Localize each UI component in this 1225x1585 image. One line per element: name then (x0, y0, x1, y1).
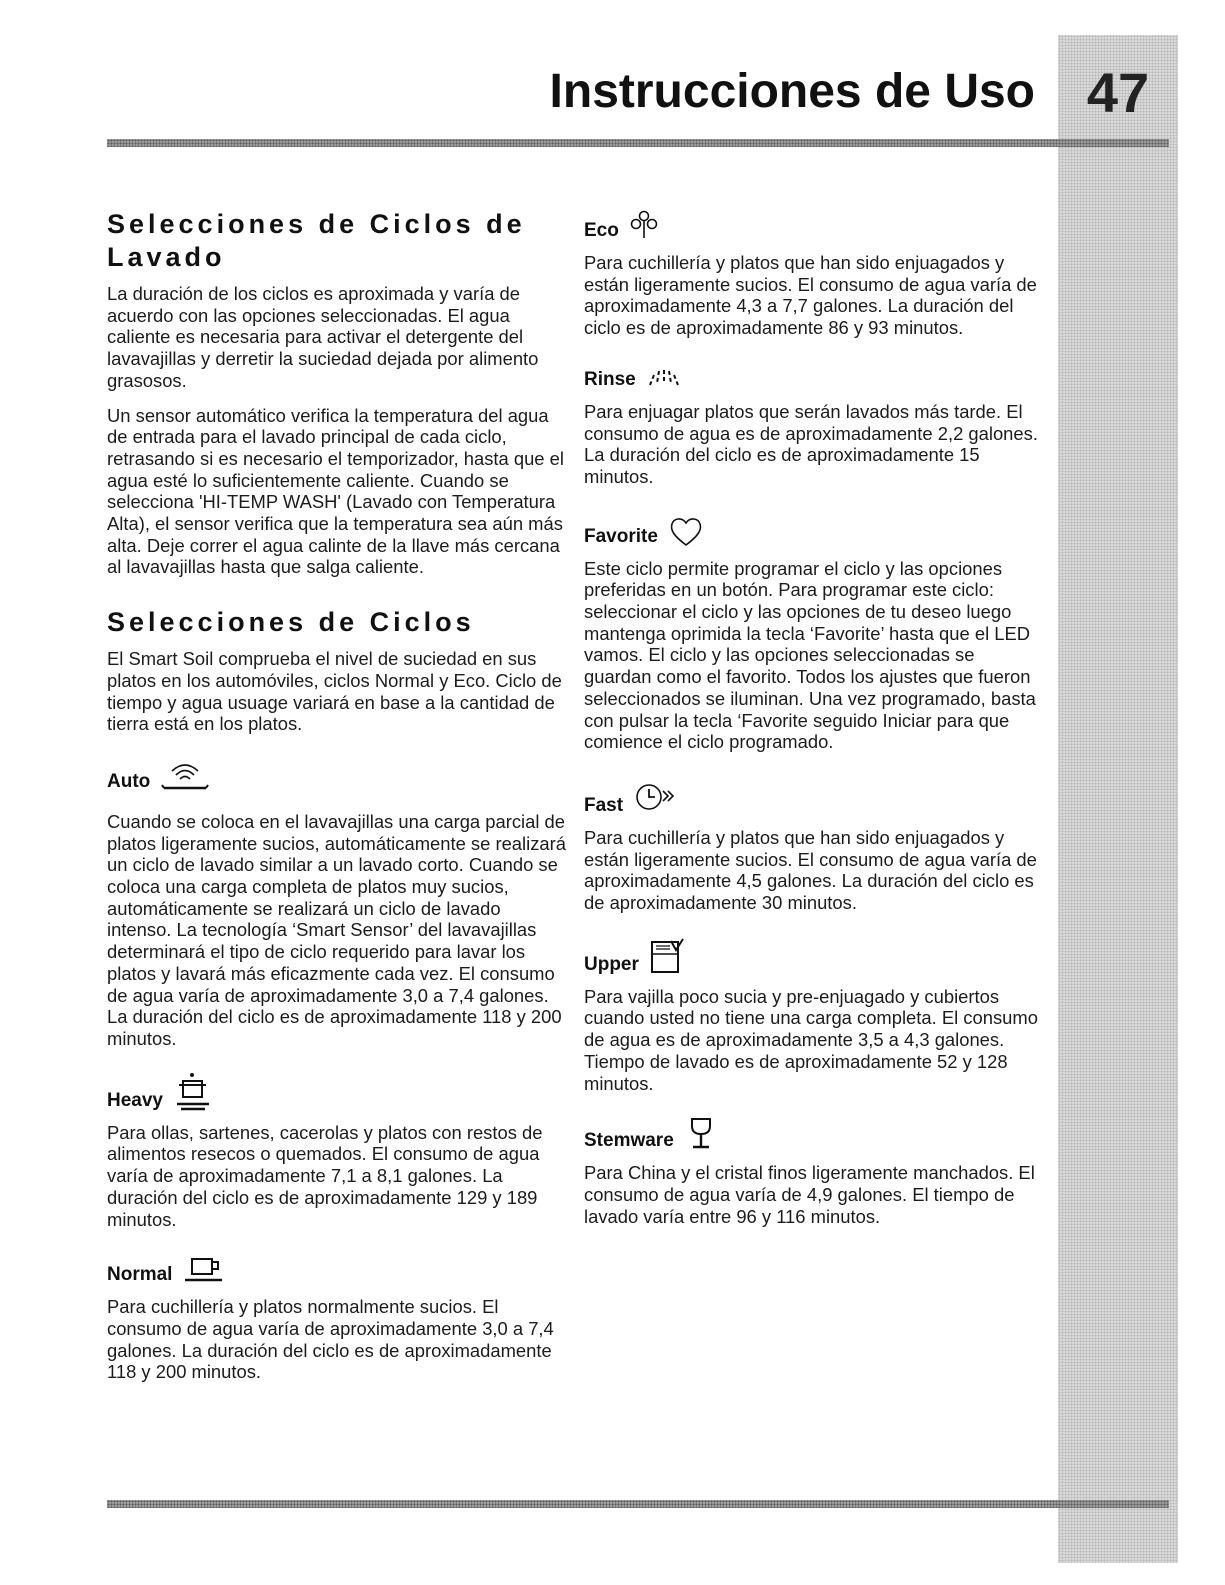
cycle-label-auto: Auto (107, 770, 151, 792)
cycle-rinse (584, 361, 1046, 391)
page-title: Instrucciones de Uso (549, 65, 1035, 118)
fast-clock-icon (633, 781, 677, 817)
section-heading-cycles: Selecciones de Ciclos (107, 607, 475, 638)
upper-rack-icon (649, 938, 685, 976)
right-column (584, 210, 1046, 1240)
section-heading-wash-cycles: Selecciones de Ciclos de Lavado (107, 209, 526, 272)
cycle-text-rinse: Para enjuagar platos que serán lavados más tarde. El consumo de agua es de aproximadamente 2,2 galones. La duración del ciclo es de aproximadamente 15 minutos. (584, 400, 1038, 487)
cycle-eco (584, 210, 1046, 242)
cycle-stemware (584, 1116, 1046, 1152)
cycle-label-eco: Eco (584, 220, 619, 241)
cycle-text-stemware: Para China y el cristal finos ligeramente manchados. El consumo de agua varía de 4,9 galones. El tiempo de lavado varía entre 96 y 116 minutos. (584, 1162, 1035, 1227)
left-column (107, 208, 567, 1396)
cycle-text-upper: Para vajilla poco sucia y pre-enjuagado y cubiertos cuando usted no tiene una carga completa. El consumo de agua es de aproximadamente 3,5 a 4,3 galones. Tiempo de lavado es de aproximadamente 52 y 128 minutos. (584, 985, 1038, 1094)
cycle-auto (107, 759, 567, 793)
sensor-paragraph: Un sensor automático verifica la temperatura del agua de entrada para el lavado principal de cada ciclo, retrasando si es necesario el temporizador, hasta que el agua esté lo suficientemente caliente. Cuando se selecciona 'HI-TEMP WASH' (Lavado con Temperatura Alta), el sensor verifica que la temperatura sea aún más alta. Deje correr el agua calinte de la llave más cercana al lavavajillas hasta que salga caliente. (107, 404, 564, 578)
cycle-upper (584, 938, 1046, 976)
cycle-text-fast: Para cuchillería y platos que han sido enjuagados y están ligeramente sucios. El consumo de agua varía de aproximadamente 4,5 galones. La duración del ciclo es de aproximadamente 30 minutos. (584, 826, 1037, 914)
page-side-tab (1058, 35, 1178, 1563)
wine-glass-icon (684, 1116, 718, 1152)
cycle-label-rinse: Rinse (584, 368, 636, 390)
cycle-text-favorite: Este ciclo permite programar el ciclo y las opciones preferidas en un botón. Para programar este ciclo: seleccionar el ciclo y las opciones de tu deseo luego mantenga oprimida la tecla ‘Favorite’ hasta que el LED vamos. El ciclo y las opciones seleccionadas se guardan como el favorito. Todos los ajustes que fueron seleccionados se iluminan. Una vez programado, basta con pulsar la tecla ‘Favorite seguido Iniciar para que comience el ciclo programado. (584, 557, 1036, 753)
flower-icon (629, 210, 659, 242)
cycle-label-upper: Upper (584, 953, 639, 975)
cycle-favorite (584, 516, 1046, 548)
cycle-heavy (107, 1072, 567, 1112)
cycle-text-eco: Para cuchillería y platos que han sido enjuagados y están ligeramente sucios. El consumo de agua varía de aproximadamente 4,3 a 7,7 galones. La duración del ciclo es de aproximadamente 86 y 93 minutos. (584, 252, 1037, 339)
cycle-text-heavy: Para ollas, sartenes, cacerolas y platos con restos de alimentos resecos o quemados. El consumo de agua varía de aproximadamente 7,1 a 8,1 galones. La duración del ciclo es de aproximadamente 129 y 189 minutos. (107, 1121, 543, 1230)
cycle-label-fast: Fast (584, 794, 624, 816)
cycle-text-normal: Para cuchillería y platos normalmente sucios. El consumo de agua varía de aproximadamente 3,0 a 7,4 galones. La duración del ciclo es de aproximadamente 118 y 200 minutos. (107, 1296, 554, 1383)
footer-divider (107, 1500, 1169, 1508)
cycle-label-stemware: Stemware (584, 1130, 674, 1152)
cycle-normal (107, 1256, 567, 1286)
heart-icon (668, 516, 704, 548)
cycle-fast (584, 781, 1046, 817)
cycle-label-heavy: Heavy (107, 1089, 163, 1111)
auto-icon (160, 759, 210, 793)
rinse-spray-icon (646, 361, 680, 391)
intro-paragraph: La duración de los ciclos es aproximada y varía de acuerdo con las opciones seleccionadas. El agua caliente es necesaria para activar el detergente del lavavajillas y derretir la suciedad dejada por alimento grasosos. (107, 283, 539, 391)
smart-soil-paragraph: El Smart Soil comprueba el nivel de suciedad en sus platos en los automóviles, ciclos Normal y Eco. Ciclo de tiempo y agua usuage variará en base a la cantidad de tierra está en los platos. (107, 648, 562, 735)
cycle-text-auto: Cuando se coloca en el lavavajillas una carga parcial de platos ligeramente sucios, automáticamente se realizará un ciclo de lavado similar a un lavado corto. Cuando se coloca una carga completa de platos muy sucios, automáticamente se realizará un ciclo de lavado intenso. La tecnología ‘Smart Sensor’ del lavavajillas determinará el tipo de ciclo requerido para lavar los platos y lavará más eficazmente cada vez. El consumo de agua varía de aproximadamente 3,0 a 7,4 galones. La duración del ciclo es de aproximadamente 118 y 200 minutos. (107, 810, 566, 1049)
cup-icon (182, 1256, 226, 1286)
cycle-label-normal: Normal (107, 1264, 173, 1286)
pot-icon (173, 1072, 213, 1112)
header-divider (107, 139, 1169, 147)
cycle-label-favorite: Favorite (584, 525, 658, 547)
page-number: 47 (1086, 61, 1150, 124)
